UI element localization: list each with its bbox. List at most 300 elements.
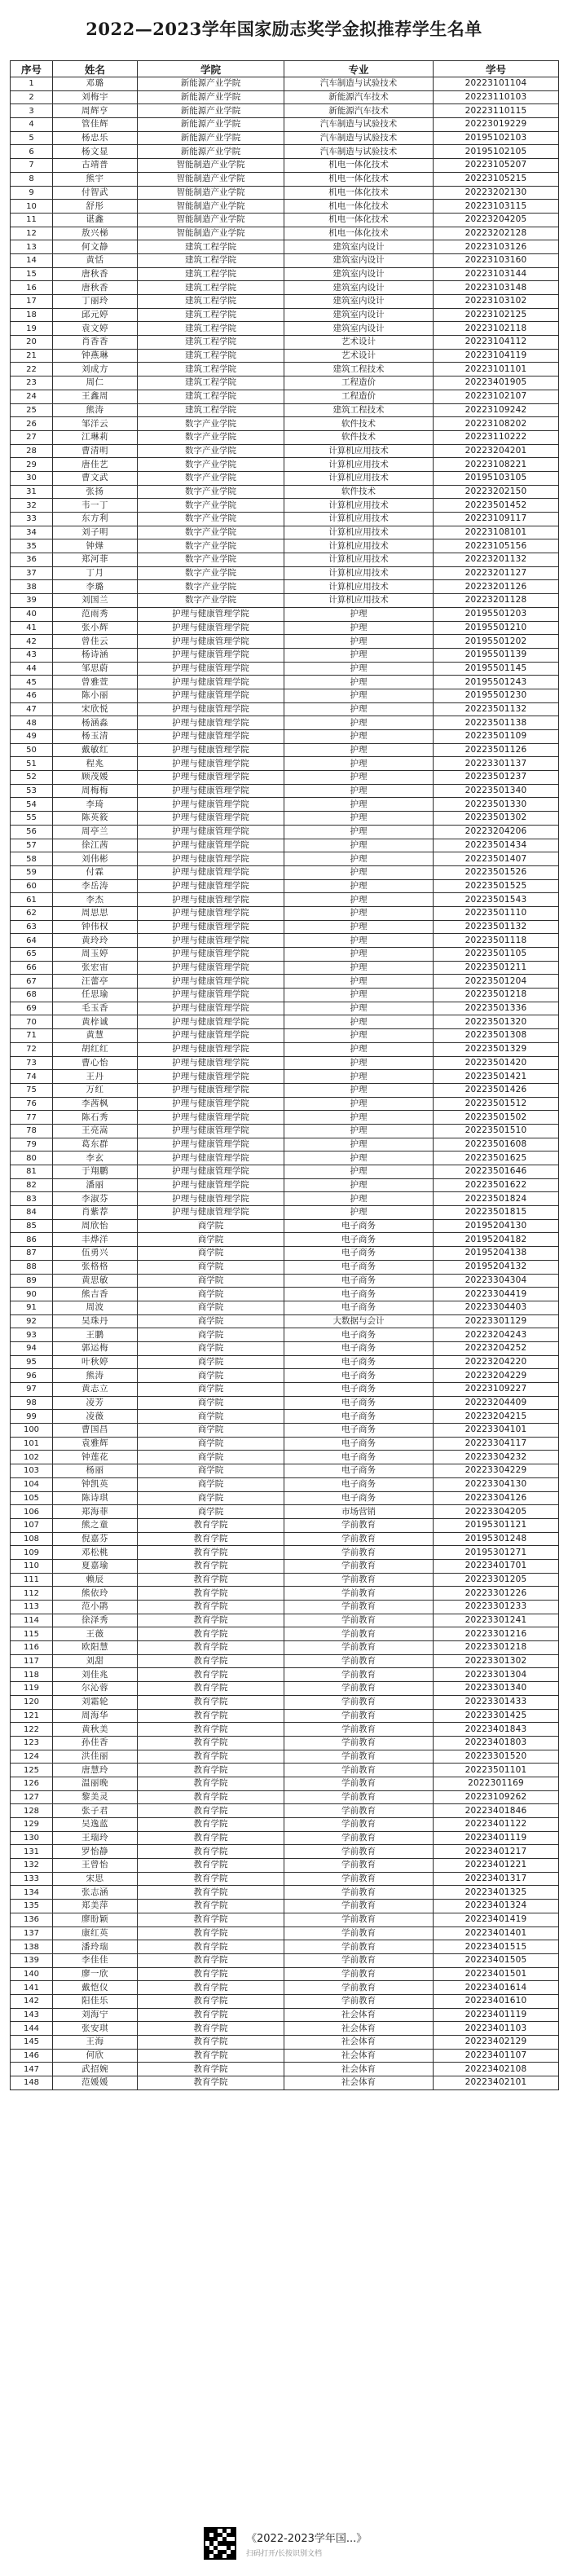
cell-college: 护理与健康管理学院 bbox=[138, 648, 284, 662]
cell-student-id: 20223401803 bbox=[434, 1736, 559, 1750]
cell-student-id: 20223301425 bbox=[434, 1709, 559, 1723]
cell-index: 135 bbox=[11, 1900, 53, 1913]
cell-name: 肖紫荐 bbox=[53, 1206, 138, 1220]
cell-index: 121 bbox=[11, 1709, 53, 1723]
cell-student-id: 20223301520 bbox=[434, 1750, 559, 1764]
cell-major: 护理 bbox=[284, 798, 434, 812]
cell-name: 管佳辉 bbox=[53, 118, 138, 132]
cell-student-id: 20223501340 bbox=[434, 784, 559, 798]
cell-major: 建筑室内设计 bbox=[284, 308, 434, 322]
cell-major: 机电一体化技术 bbox=[284, 213, 434, 227]
cell-college: 建筑工程学院 bbox=[138, 390, 284, 403]
cell-index: 141 bbox=[11, 1981, 53, 1995]
cell-name: 钟伟权 bbox=[53, 920, 138, 934]
cell-student-id: 20223304419 bbox=[434, 1288, 559, 1301]
cell-major: 电子商务 bbox=[284, 1464, 434, 1478]
header-student-id: 学号 bbox=[434, 61, 559, 77]
cell-student-id: 20223501118 bbox=[434, 934, 559, 948]
cell-college: 教育学院 bbox=[138, 2036, 284, 2050]
cell-major: 电子商务 bbox=[284, 1383, 434, 1397]
table-row bbox=[11, 267, 559, 281]
cell-index: 22 bbox=[11, 363, 53, 376]
cell-name: 伍勇兴 bbox=[53, 1247, 138, 1261]
table-row bbox=[11, 390, 559, 403]
table-row bbox=[11, 499, 559, 513]
cell-index: 63 bbox=[11, 920, 53, 934]
table-row bbox=[11, 485, 559, 499]
cell-major: 社会体育 bbox=[284, 2049, 434, 2063]
cell-college: 教育学院 bbox=[138, 1790, 284, 1804]
cell-college: 商学院 bbox=[138, 1505, 284, 1519]
cell-major: 电子商务 bbox=[284, 1260, 434, 1274]
cell-index: 25 bbox=[11, 403, 53, 417]
cell-college: 教育学院 bbox=[138, 1601, 284, 1614]
cell-name: 曾雅萱 bbox=[53, 676, 138, 689]
cell-college: 智能制造产业学院 bbox=[138, 227, 284, 240]
cell-major: 护理 bbox=[284, 865, 434, 879]
cell-major: 护理 bbox=[284, 635, 434, 649]
cell-name: 吴珠丹 bbox=[53, 1314, 138, 1328]
cell-student-id: 20223501237 bbox=[434, 771, 559, 785]
table-row bbox=[11, 1627, 559, 1641]
cell-student-id: 20223110222 bbox=[434, 430, 559, 444]
cell-major: 护理 bbox=[284, 1138, 434, 1151]
cell-name: 熊涛 bbox=[53, 1369, 138, 1383]
cell-college: 教育学院 bbox=[138, 1614, 284, 1627]
cell-index: 83 bbox=[11, 1192, 53, 1206]
student-list-table bbox=[10, 60, 559, 2090]
cell-index: 11 bbox=[11, 213, 53, 227]
table-row bbox=[11, 580, 559, 594]
cell-major: 计算机应用技术 bbox=[284, 594, 434, 608]
table-row bbox=[11, 2036, 559, 2050]
cell-major: 护理 bbox=[284, 676, 434, 689]
cell-student-id: 20223204409 bbox=[434, 1396, 559, 1410]
cell-major: 社会体育 bbox=[284, 2036, 434, 2050]
cell-major: 护理 bbox=[284, 812, 434, 826]
cell-college: 商学院 bbox=[138, 1424, 284, 1438]
cell-index: 31 bbox=[11, 485, 53, 499]
cell-major: 学前教育 bbox=[284, 1818, 434, 1832]
cell-index: 49 bbox=[11, 730, 53, 744]
table-row bbox=[11, 295, 559, 309]
cell-index: 2 bbox=[11, 90, 53, 104]
table-row bbox=[11, 1015, 559, 1029]
cell-college: 商学院 bbox=[138, 1477, 284, 1491]
cell-index: 23 bbox=[11, 376, 53, 390]
cell-student-id: 20223304229 bbox=[434, 1464, 559, 1478]
table-row bbox=[11, 1464, 559, 1478]
cell-college: 商学院 bbox=[138, 1396, 284, 1410]
cell-index: 84 bbox=[11, 1206, 53, 1220]
cell-college: 护理与健康管理学院 bbox=[138, 1124, 284, 1138]
table-row bbox=[11, 376, 559, 390]
cell-college: 智能制造产业学院 bbox=[138, 186, 284, 200]
cell-student-id: 20223204243 bbox=[434, 1328, 559, 1342]
cell-student-id: 20223402129 bbox=[434, 2036, 559, 2050]
cell-name: 曾佳云 bbox=[53, 635, 138, 649]
cell-student-id: 20223103126 bbox=[434, 240, 559, 254]
table-row bbox=[11, 553, 559, 567]
cell-student-id: 20223401419 bbox=[434, 1913, 559, 1926]
table-row bbox=[11, 1219, 559, 1233]
cell-index: 18 bbox=[11, 308, 53, 322]
cell-student-id: 20223401401 bbox=[434, 1926, 559, 1940]
table-row bbox=[11, 1981, 559, 1995]
cell-major: 护理 bbox=[284, 1056, 434, 1070]
cell-index: 80 bbox=[11, 1151, 53, 1165]
cell-college: 商学院 bbox=[138, 1410, 284, 1424]
cell-major: 学前教育 bbox=[284, 1723, 434, 1737]
cell-name: 曹心怡 bbox=[53, 1056, 138, 1070]
cell-student-id: 20223501109 bbox=[434, 730, 559, 744]
table-row bbox=[11, 662, 559, 676]
cell-index: 62 bbox=[11, 906, 53, 920]
table-row bbox=[11, 812, 559, 826]
cell-name: 胡红红 bbox=[53, 1042, 138, 1056]
table-row bbox=[11, 1111, 559, 1125]
table-row bbox=[11, 948, 559, 962]
cell-name: 舒彤 bbox=[53, 200, 138, 214]
cell-college: 商学院 bbox=[138, 1314, 284, 1328]
cell-college: 护理与健康管理学院 bbox=[138, 798, 284, 812]
cell-index: 17 bbox=[11, 295, 53, 309]
cell-student-id: 20223501526 bbox=[434, 865, 559, 879]
cell-student-id: 20223501421 bbox=[434, 1070, 559, 1084]
table-row bbox=[11, 1437, 559, 1451]
cell-name: 廖盼颖 bbox=[53, 1913, 138, 1926]
cell-college: 护理与健康管理学院 bbox=[138, 743, 284, 757]
cell-index: 107 bbox=[11, 1518, 53, 1532]
cell-index: 74 bbox=[11, 1070, 53, 1084]
cell-major: 护理 bbox=[284, 607, 434, 621]
cell-student-id: 20223401501 bbox=[434, 1967, 559, 1981]
cell-college: 建筑工程学院 bbox=[138, 281, 284, 295]
cell-college: 护理与健康管理学院 bbox=[138, 771, 284, 785]
cell-major: 学前教育 bbox=[284, 1926, 434, 1940]
cell-college: 护理与健康管理学院 bbox=[138, 702, 284, 716]
cell-major: 护理 bbox=[284, 1002, 434, 1015]
table-row bbox=[11, 1070, 559, 1084]
cell-student-id: 20223301340 bbox=[434, 1682, 559, 1696]
cell-college: 教育学院 bbox=[138, 1940, 284, 1954]
cell-student-id: 20195102103 bbox=[434, 131, 559, 145]
cell-index: 44 bbox=[11, 662, 53, 676]
cell-college: 数字产业学院 bbox=[138, 471, 284, 485]
cell-college: 教育学院 bbox=[138, 1682, 284, 1696]
cell-major: 护理 bbox=[284, 893, 434, 907]
table-row bbox=[11, 607, 559, 621]
cell-student-id: 20223501434 bbox=[434, 839, 559, 852]
cell-index: 19 bbox=[11, 322, 53, 336]
cell-name: 欧阳慧 bbox=[53, 1641, 138, 1655]
cell-major: 计算机应用技术 bbox=[284, 539, 434, 553]
cell-name: 韦一丁 bbox=[53, 499, 138, 513]
cell-name: 杨忠乐 bbox=[53, 131, 138, 145]
cell-name: 杨涵淼 bbox=[53, 716, 138, 730]
cell-index: 81 bbox=[11, 1165, 53, 1179]
cell-index: 88 bbox=[11, 1260, 53, 1274]
cell-student-id: 20223204220 bbox=[434, 1355, 559, 1369]
cell-major: 学前教育 bbox=[284, 1695, 434, 1709]
cell-college: 教育学院 bbox=[138, 1994, 284, 2008]
table-row bbox=[11, 1614, 559, 1627]
table-row bbox=[11, 200, 559, 214]
cell-index: 97 bbox=[11, 1383, 53, 1397]
cell-major: 电子商务 bbox=[284, 1369, 434, 1383]
cell-student-id: 20223401324 bbox=[434, 1900, 559, 1913]
cell-college: 新能源产业学院 bbox=[138, 118, 284, 132]
qr-code-icon[interactable] bbox=[204, 2527, 236, 2560]
cell-major: 护理 bbox=[284, 934, 434, 948]
cell-student-id: 20223301433 bbox=[434, 1695, 559, 1709]
cell-name: 范雨秀 bbox=[53, 607, 138, 621]
cell-major: 电子商务 bbox=[284, 1491, 434, 1505]
cell-index: 12 bbox=[11, 227, 53, 240]
cell-college: 教育学院 bbox=[138, 1981, 284, 1995]
cell-student-id: 20223103102 bbox=[434, 295, 559, 309]
cell-index: 123 bbox=[11, 1736, 53, 1750]
cell-major: 学前教育 bbox=[284, 1546, 434, 1560]
table-row bbox=[11, 2049, 559, 2063]
cell-student-id: 20195501202 bbox=[434, 635, 559, 649]
table-row bbox=[11, 1124, 559, 1138]
cell-college: 护理与健康管理学院 bbox=[138, 757, 284, 771]
cell-index: 147 bbox=[11, 2063, 53, 2076]
cell-student-id: 20223301241 bbox=[434, 1614, 559, 1627]
table-row bbox=[11, 1682, 559, 1696]
cell-student-id: 20223301129 bbox=[434, 1314, 559, 1328]
cell-name: 刘国兰 bbox=[53, 594, 138, 608]
cell-major: 机电一体化技术 bbox=[284, 200, 434, 214]
cell-major: 护理 bbox=[284, 743, 434, 757]
cell-index: 103 bbox=[11, 1464, 53, 1478]
cell-major: 汽车制造与试验技术 bbox=[284, 131, 434, 145]
cell-index: 130 bbox=[11, 1831, 53, 1845]
cell-student-id: 20223501512 bbox=[434, 1097, 559, 1111]
cell-college: 商学院 bbox=[138, 1464, 284, 1478]
cell-student-id: 20223304403 bbox=[434, 1301, 559, 1314]
cell-name: 熊吉香 bbox=[53, 1288, 138, 1301]
table-row bbox=[11, 716, 559, 730]
cell-name: 熊涛 bbox=[53, 403, 138, 417]
cell-student-id: 20223304232 bbox=[434, 1451, 559, 1464]
cell-major: 护理 bbox=[284, 839, 434, 852]
cell-name: 潘丽 bbox=[53, 1178, 138, 1192]
cell-student-id: 20223401610 bbox=[434, 1994, 559, 2008]
cell-student-id: 20223301226 bbox=[434, 1587, 559, 1601]
cell-student-id: 20223501320 bbox=[434, 1015, 559, 1029]
cell-index: 24 bbox=[11, 390, 53, 403]
cell-student-id: 20223501110 bbox=[434, 906, 559, 920]
table-row bbox=[11, 1396, 559, 1410]
table-row bbox=[11, 1953, 559, 1967]
cell-name: 丁月 bbox=[53, 566, 138, 580]
cell-college: 教育学院 bbox=[138, 1587, 284, 1601]
table-row bbox=[11, 1926, 559, 1940]
cell-major: 学前教育 bbox=[284, 1614, 434, 1627]
cell-name: 唐慧玲 bbox=[53, 1764, 138, 1777]
table-row bbox=[11, 1587, 559, 1601]
cell-name: 黄思敏 bbox=[53, 1274, 138, 1288]
cell-major: 护理 bbox=[284, 1097, 434, 1111]
cell-index: 143 bbox=[11, 2008, 53, 2022]
cell-index: 137 bbox=[11, 1926, 53, 1940]
cell-college: 建筑工程学院 bbox=[138, 376, 284, 390]
table-row bbox=[11, 1383, 559, 1397]
cell-major: 学前教育 bbox=[284, 1668, 434, 1682]
table-row bbox=[11, 1940, 559, 1954]
cell-name: 罗怡静 bbox=[53, 1845, 138, 1859]
cell-college: 新能源产业学院 bbox=[138, 90, 284, 104]
cell-college: 数字产业学院 bbox=[138, 539, 284, 553]
cell-student-id: 20223108221 bbox=[434, 458, 559, 472]
cell-major: 电子商务 bbox=[284, 1341, 434, 1355]
table-row bbox=[11, 227, 559, 240]
cell-college: 建筑工程学院 bbox=[138, 322, 284, 336]
cell-student-id: 20223109117 bbox=[434, 513, 559, 526]
header-major: 专业 bbox=[284, 61, 434, 77]
table-header-row bbox=[11, 61, 559, 77]
cell-major: 护理 bbox=[284, 879, 434, 893]
cell-college: 护理与健康管理学院 bbox=[138, 839, 284, 852]
cell-student-id: 20223304205 bbox=[434, 1505, 559, 1519]
table-row bbox=[11, 839, 559, 852]
cell-major: 学前教育 bbox=[284, 1573, 434, 1587]
cell-index: 14 bbox=[11, 253, 53, 267]
cell-college: 教育学院 bbox=[138, 1573, 284, 1587]
cell-college: 智能制造产业学院 bbox=[138, 200, 284, 214]
cell-index: 86 bbox=[11, 1233, 53, 1247]
table-row bbox=[11, 159, 559, 173]
cell-student-id: 20223101104 bbox=[434, 77, 559, 91]
cell-major: 社会体育 bbox=[284, 2008, 434, 2022]
cell-college: 商学院 bbox=[138, 1355, 284, 1369]
document-footer[interactable] bbox=[204, 2525, 367, 2562]
cell-index: 27 bbox=[11, 430, 53, 444]
cell-index: 75 bbox=[11, 1083, 53, 1097]
cell-student-id: 20223401325 bbox=[434, 1886, 559, 1900]
cell-name: 潘玲瑞 bbox=[53, 1940, 138, 1954]
cell-name: 钟燕琳 bbox=[53, 349, 138, 363]
cell-college: 教育学院 bbox=[138, 1750, 284, 1764]
cell-college: 护理与健康管理学院 bbox=[138, 1206, 284, 1220]
cell-name: 陈石秀 bbox=[53, 1111, 138, 1125]
cell-name: 郑海菲 bbox=[53, 1505, 138, 1519]
cell-student-id: 20195103105 bbox=[434, 471, 559, 485]
table-row bbox=[11, 1097, 559, 1111]
cell-college: 护理与健康管理学院 bbox=[138, 621, 284, 635]
cell-index: 127 bbox=[11, 1790, 53, 1804]
cell-name: 周辉亨 bbox=[53, 104, 138, 118]
cell-student-id: 20223102118 bbox=[434, 322, 559, 336]
cell-college: 教育学院 bbox=[138, 1723, 284, 1737]
cell-index: 120 bbox=[11, 1695, 53, 1709]
cell-index: 131 bbox=[11, 1845, 53, 1859]
cell-major: 建筑室内设计 bbox=[284, 240, 434, 254]
cell-student-id: 20223301205 bbox=[434, 1573, 559, 1587]
cell-college: 数字产业学院 bbox=[138, 499, 284, 513]
cell-name: 李琦 bbox=[53, 798, 138, 812]
cell-college: 护理与健康管理学院 bbox=[138, 812, 284, 826]
cell-name: 黄恬 bbox=[53, 253, 138, 267]
table-row bbox=[11, 1804, 559, 1818]
cell-student-id: 20223204206 bbox=[434, 825, 559, 839]
cell-index: 114 bbox=[11, 1614, 53, 1627]
cell-major: 学前教育 bbox=[284, 1682, 434, 1696]
table-row bbox=[11, 172, 559, 186]
cell-name: 张宏宙 bbox=[53, 961, 138, 975]
cell-student-id: 20195102105 bbox=[434, 145, 559, 159]
cell-index: 111 bbox=[11, 1573, 53, 1587]
cell-major: 学前教育 bbox=[284, 1900, 434, 1913]
table-row bbox=[11, 1328, 559, 1342]
cell-student-id: 20223501510 bbox=[434, 1124, 559, 1138]
cell-major: 学前教育 bbox=[284, 1654, 434, 1668]
cell-name: 周海华 bbox=[53, 1709, 138, 1723]
table-row bbox=[11, 1491, 559, 1505]
table-row bbox=[11, 757, 559, 771]
cell-name: 任思瑜 bbox=[53, 989, 138, 1002]
cell-index: 40 bbox=[11, 607, 53, 621]
cell-college: 教育学院 bbox=[138, 2022, 284, 2036]
cell-major: 工程造价 bbox=[284, 390, 434, 403]
cell-name: 杨诗涵 bbox=[53, 648, 138, 662]
cell-major: 电子商务 bbox=[284, 1247, 434, 1261]
table-row bbox=[11, 1709, 559, 1723]
table-row bbox=[11, 336, 559, 350]
cell-student-id: 20223204205 bbox=[434, 213, 559, 227]
cell-student-id: 20223501426 bbox=[434, 1083, 559, 1097]
cell-index: 8 bbox=[11, 172, 53, 186]
cell-student-id: 20195204182 bbox=[434, 1233, 559, 1247]
cell-name: 唐佳艺 bbox=[53, 458, 138, 472]
table-row bbox=[11, 471, 559, 485]
cell-student-id: 20223501336 bbox=[434, 1002, 559, 1015]
cell-name: 王海 bbox=[53, 2036, 138, 2050]
cell-name: 邹洋云 bbox=[53, 417, 138, 431]
cell-index: 60 bbox=[11, 879, 53, 893]
cell-name: 邹思蔚 bbox=[53, 662, 138, 676]
cell-name: 黎美灵 bbox=[53, 1790, 138, 1804]
cell-index: 48 bbox=[11, 716, 53, 730]
cell-major: 学前教育 bbox=[284, 1831, 434, 1845]
cell-index: 38 bbox=[11, 580, 53, 594]
cell-student-id: 20223105215 bbox=[434, 172, 559, 186]
cell-college: 数字产业学院 bbox=[138, 458, 284, 472]
cell-index: 54 bbox=[11, 798, 53, 812]
cell-major: 新能源汽车技术 bbox=[284, 90, 434, 104]
cell-major: 学前教育 bbox=[284, 1601, 434, 1614]
cell-student-id: 20223104112 bbox=[434, 336, 559, 350]
cell-major: 护理 bbox=[284, 989, 434, 1002]
cell-name: 黄志立 bbox=[53, 1383, 138, 1397]
cell-name: 张格格 bbox=[53, 1260, 138, 1274]
cell-index: 37 bbox=[11, 566, 53, 580]
cell-student-id: 20223501525 bbox=[434, 879, 559, 893]
cell-major: 学前教育 bbox=[284, 1764, 434, 1777]
cell-student-id: 20195501243 bbox=[434, 676, 559, 689]
cell-student-id: 20195501145 bbox=[434, 662, 559, 676]
cell-college: 护理与健康管理学院 bbox=[138, 906, 284, 920]
cell-index: 145 bbox=[11, 2036, 53, 2050]
cell-name: 温丽晚 bbox=[53, 1777, 138, 1790]
footer-document-title[interactable]: 《2022-2023学年国...》 bbox=[246, 2532, 368, 2545]
cell-college: 建筑工程学院 bbox=[138, 403, 284, 417]
cell-index: 110 bbox=[11, 1559, 53, 1573]
cell-index: 124 bbox=[11, 1750, 53, 1764]
cell-name: 范媛媛 bbox=[53, 2076, 138, 2090]
